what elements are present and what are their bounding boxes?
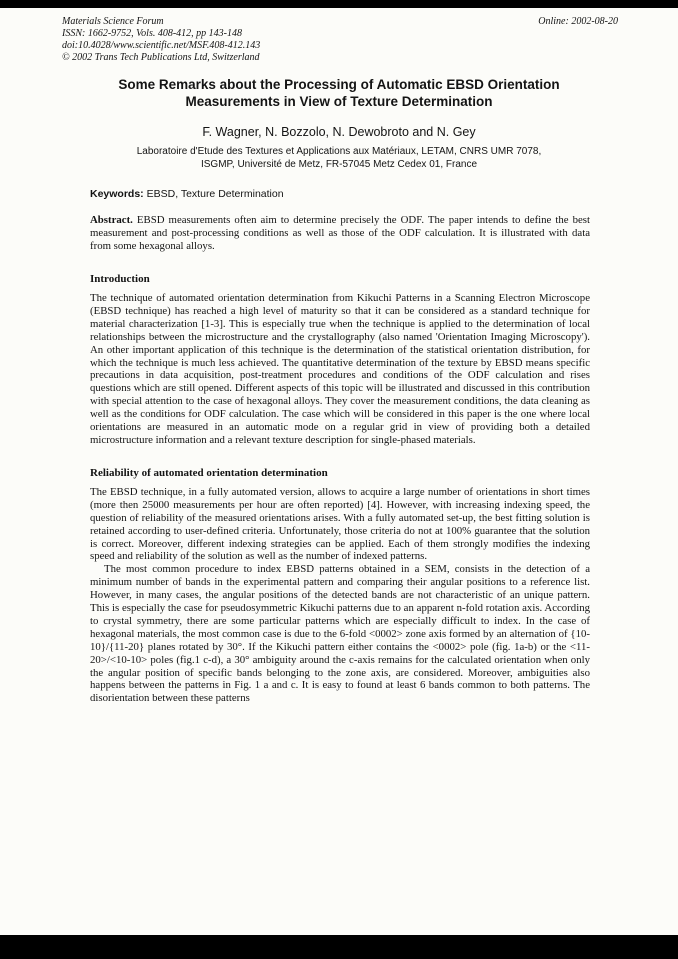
paper-page bbox=[0, 8, 678, 935]
paragraph-reliability-1: The EBSD technique, in a fully automated version, allows to acquire a large number of orientations in short times (more then 25000 measurements per hour are often reported) [4]. However, with increasing indexing speed, the question of reliability of the measured orientations arises. With a fully automated set-up, the best fitting solution is retained according to user-defined criteria. Unfortunately, those criteria do not at 100% guarantee that the solution is correct. Moreover, different indexing strategies can be applied. Each of them strongly modifies the indexing speed and reliability of the solution as well as the number of indexed patterns. bbox=[90, 485, 590, 563]
affiliation-block bbox=[0, 146, 678, 171]
doi-line: doi:10.4028/www.scientific.net/MSF.408-412.143 bbox=[62, 40, 261, 51]
authors-line: F. Wagner, N. Bozzolo, N. Dewobroto and N. Gey bbox=[202, 125, 476, 139]
journal-name: Materials Science Forum bbox=[62, 16, 164, 27]
abstract-text: EBSD measurements often aim to determine precisely the ODF. The paper intends to define the best measurement and post-processing conditions as well as those of the ODF calculation. It is illustrated with data from some hexagonal alloys. bbox=[90, 214, 590, 252]
keywords-label: Keywords: bbox=[90, 188, 144, 200]
keywords-line bbox=[90, 188, 590, 200]
paper-title: Some Remarks about the Processing of Automatic EBSD Orientation Measurements in View of Texture Determination bbox=[118, 77, 560, 109]
paper-body bbox=[90, 188, 590, 705]
copyright-line: © 2002 Trans Tech Publications Ltd, Switzerland bbox=[62, 52, 260, 63]
issn-line: ISSN: 1662-9752, Vols. 408-412, pp 143-148 bbox=[62, 28, 242, 39]
keywords-text: EBSD, Texture Determination bbox=[143, 188, 284, 200]
paragraph-introduction: The technique of automated orientation determination from Kikuchi Patterns in a Scanning Electron Microscope (EBSD technique) has reached a high level of maturity so that it can be considered as a standard technique for material characterization [1-3]. This is especially true when the technique is applied to the determination of local relationships between the microstructure and the crystallography (also named 'Orientation Imaging Microscopy'). An other important application of this technique is the determination of the statistical orientation distribution, for which the technique is much less achieved. The quantitative determination of the texture by EBSD means specific precautions in data acquisition, post-treatment procedures and conditions of the ODF calculation and rises questions which are still opened. Different aspects of this topic will be illustrated and discussed in this contribution with special attention to the case of hexagonal alloys. They cover the measurement conditions, the data cleaning as well as the conditions for ODF calculation. The case which will be considered in this paper is the one where local orientations are measured in an automatic mode on a regular grid in view of providing both a detailed microstructure information and a relevant texture description for single-phased materials. bbox=[90, 292, 590, 446]
journal-masthead bbox=[62, 16, 618, 64]
abstract-label: Abstract. bbox=[90, 214, 133, 226]
affiliation-line-1: Laboratoire d'Etude des Textures et Applications aux Matériaux, LETAM, CNRS UMR 7078, bbox=[136, 146, 542, 157]
abstract-paragraph bbox=[90, 214, 590, 253]
paragraph-reliability-2: The most common procedure to index EBSD patterns obtained in a SEM, consists in the detection of a minimum number of bands in the experimental pattern and comparing their angular positions to a reference list. However, in many cases, the angular positions of the detected bands are not characteristic of an unique pattern. This is especially the case for pseudosymmetric Kikuchi patterns due to an apparent n-fold rotation axis. According to crystal symmetry, there are some particular patterns which are especially difficult to index. In the case of hexagonal materials, the most common case is due to the 6-fold <0002> zone axis formed by an alternation of {10-10}/{11-20} planes rotated by 30°. If the Kikuchi pattern either contains the <0002> pole (fig. 1a-b) or the <11-20>/<10-10> poles (fig.1 c-d), a 30° ambiguity around the c-axis remains for the calculated orientation when only the angular position of specific bands belonging to the zone axis, are considered. Moreover, ambiguities also happens between the patterns in Fig. 1 a and c. It is easy to found at least 6 bands common to both patterns. The disorientation between these patterns bbox=[90, 563, 590, 705]
section-heading-introduction: Introduction bbox=[90, 273, 150, 285]
affiliation-line-2: ISGMP, Université de Metz, FR-57045 Metz Cedex 01, France bbox=[200, 158, 478, 170]
section-heading-reliability: Reliability of automated orientation determination bbox=[90, 466, 328, 479]
online-date: Online: 2002-08-20 bbox=[538, 16, 618, 27]
